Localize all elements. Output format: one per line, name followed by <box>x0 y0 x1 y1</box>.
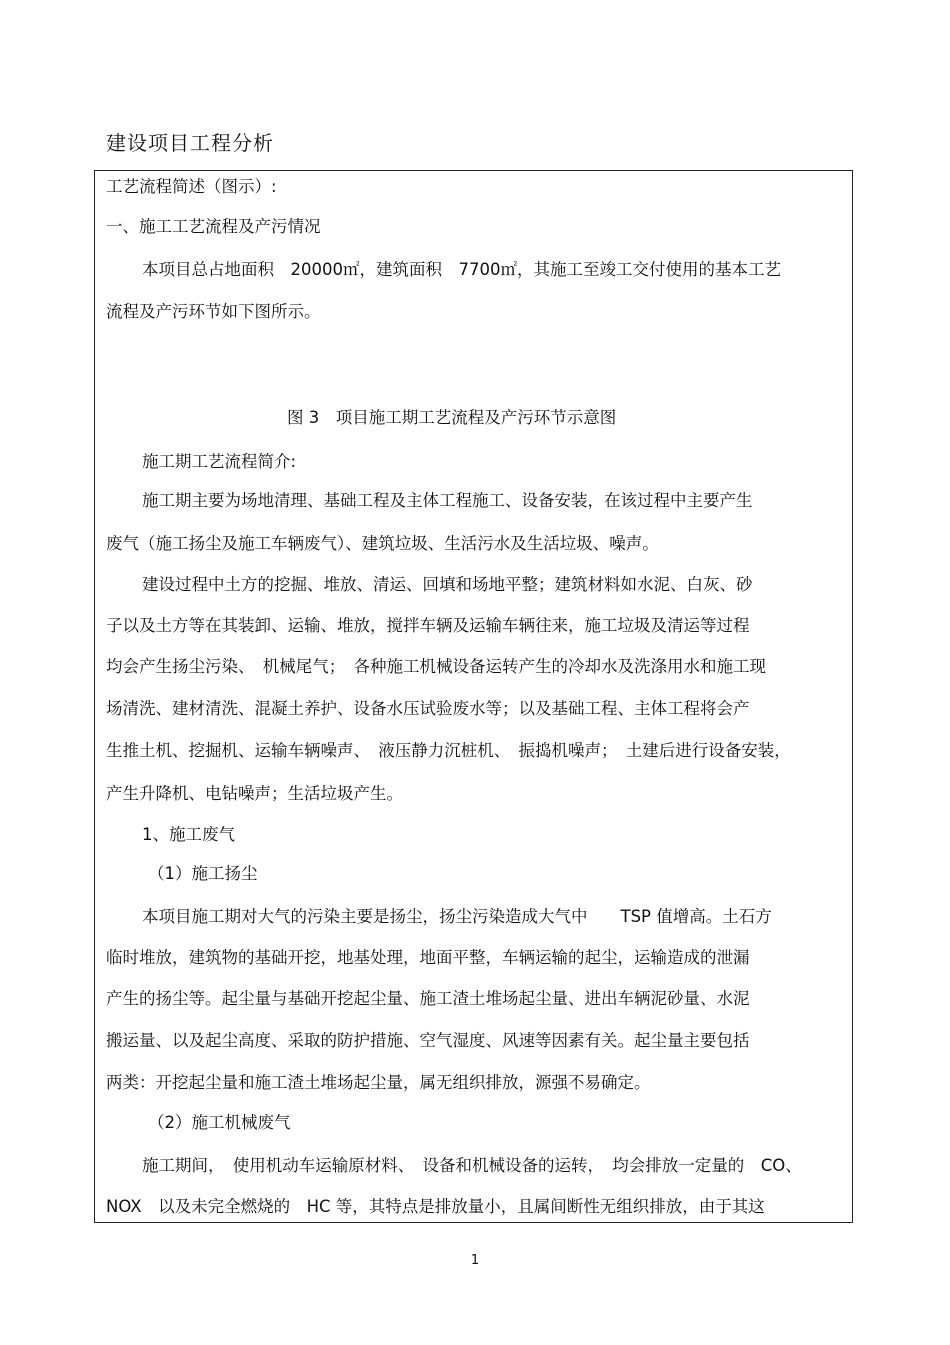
paragraph-line: 临时堆放，建筑物的基础开挖，地基处理，地面平整，车辆运输的起尘，运输造成的泄漏 <box>106 948 750 967</box>
paragraph-line: 产生的扬尘等。起尘量与基础开挖起尘量、施工渣土堆场起尘量、进出车辆泥砂量、水泥 <box>106 989 750 1008</box>
section-title: 建设项目工程分析 <box>106 131 274 155</box>
figure-caption: 图 3 项目施工期工艺流程及产污环节示意图 <box>287 408 617 427</box>
paragraph-line: 本项目施工期对大气的污染主要是扬尘，扬尘污染造成大气中 TSP 值增高。土石方 <box>142 907 772 926</box>
subheading-intro: 施工期工艺流程简介: <box>142 452 297 471</box>
paragraph-line: 流程及产污环节如下图所示。 <box>106 302 321 321</box>
paragraph-line: 施工期主要为场地清理、基础工程及主体工程施工、设备安装，在该过程中主要产生 <box>142 491 753 510</box>
paragraph-line: 两类：开挖起尘量和施工渣土堆场起尘量，属无组织排放，源强不易确定。 <box>106 1073 651 1092</box>
paragraph-line: 场清洗、建材清洗、混凝土养护、设备水压试验废水等；以及基础工程、主体工程将会产 <box>106 699 750 718</box>
paragraph-line: 施工期间， 使用机动车运输原材料、 设备和机械设备的运转， 均会排放一定量的 CO、 <box>142 1156 802 1175</box>
page-number: 1 <box>470 1253 480 1268</box>
paragraph-line: 本项目总占地面积 20000㎡，建筑面积 7700㎡，其施工至竣工交付使用的基本工艺 <box>142 260 781 279</box>
paragraph-line: 均会产生扬尘污染、 机械尾气； 各种施工机械设备运转产生的冷却水及洗涤用水和施工现 <box>106 657 766 676</box>
paragraph-line: 生推土机、挖掘机、运输车辆噪声、 液压静力沉桩机、 振捣机噪声； 土建后进行设备安装， <box>106 741 791 760</box>
paragraph-line: 建设过程中土方的挖掘、堆放、清运、回填和场地平整；建筑材料如水泥、白灰、砂 <box>142 575 753 594</box>
subheading-machinery-exhaust: （2）施工机械废气 <box>148 1113 291 1132</box>
subheading-dust: （1）施工扬尘 <box>148 864 258 883</box>
section-heading-construction: 一、施工工艺流程及产污情况 <box>106 217 321 236</box>
process-description-label: 工艺流程简述（图示）: <box>106 177 277 196</box>
paragraph-line: 废气（施工扬尘及施工车辆废气）、建筑垃圾、生活污水及生活垃圾、噪声。 <box>106 534 659 553</box>
paragraph-line: 搬运量、以及起尘高度、采取的防护措施、空气湿度、风速等因素有关。起尘量主要包括 <box>106 1031 750 1050</box>
paragraph-line: NOX 以及未完全燃烧的 HC 等，其特点是排放量小，且属间断性无组织排放，由于其这 <box>106 1197 765 1216</box>
content-table-frame <box>94 170 853 1223</box>
subheading-waste-gas: 1、施工废气 <box>142 825 235 844</box>
paragraph-line: 产生升降机、电钻噪声；生活垃圾产生。 <box>106 784 403 803</box>
paragraph-line: 子以及土方等在其装卸、运输、堆放，搅拌车辆及运输车辆往来，施工垃圾及清运等过程 <box>106 616 750 635</box>
